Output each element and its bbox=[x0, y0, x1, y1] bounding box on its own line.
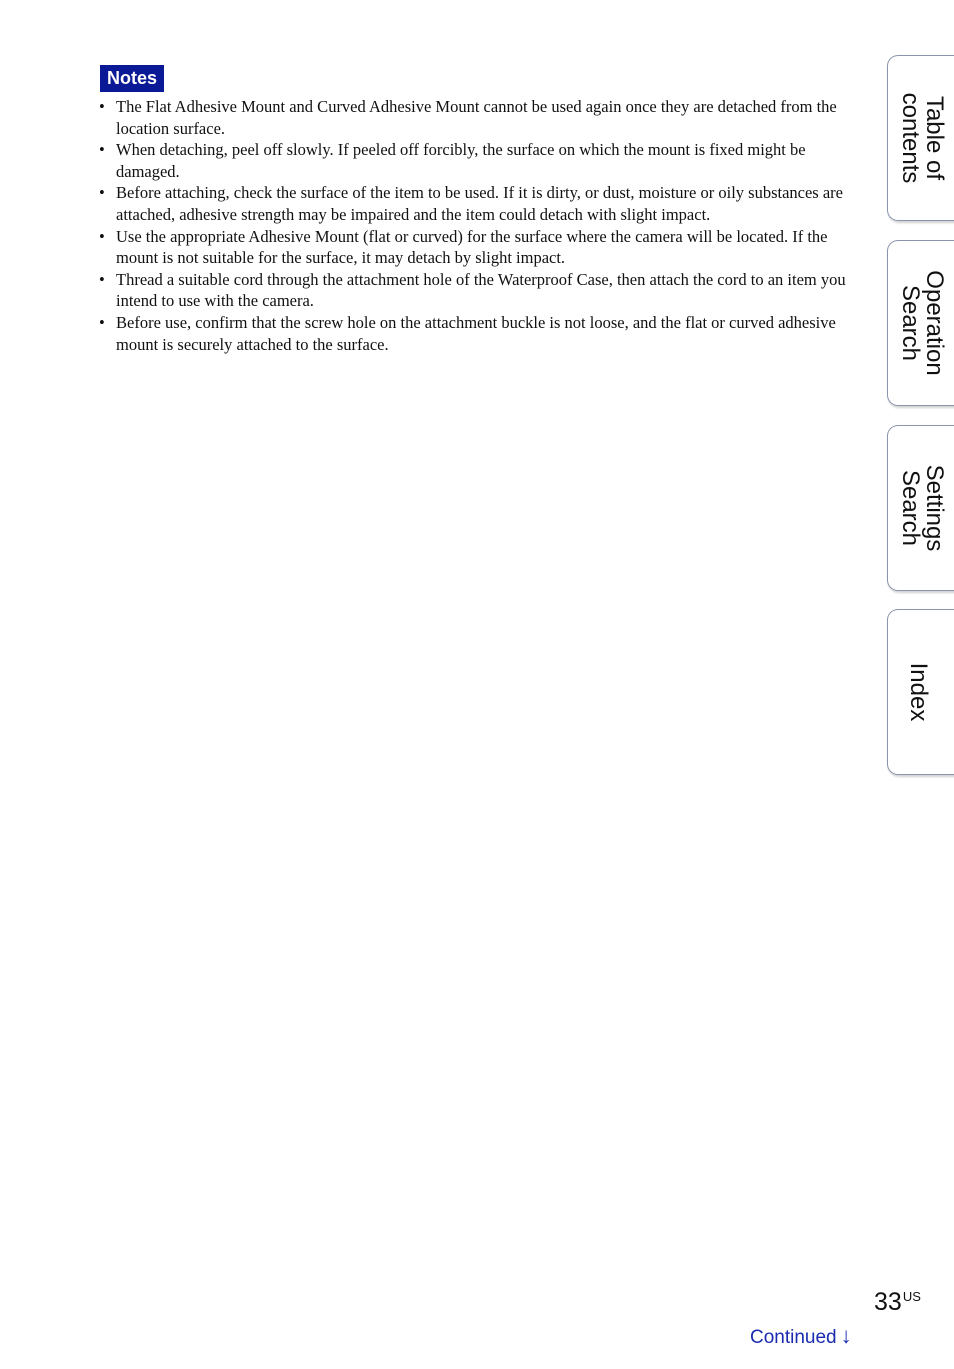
tab-label-line1: Table of bbox=[921, 95, 948, 181]
notes-label: Notes bbox=[100, 65, 164, 92]
notes-list bbox=[98, 96, 858, 355]
note-text: Use the appropriate Adhesive Mount (flat or curved) for the surface where the camera will be located. If the mount is not suitable for the surface, it may detach by slight impact. bbox=[116, 226, 828, 268]
bullet-icon: • bbox=[99, 226, 105, 246]
note-text: Thread a suitable cord through the attachment hole of the Waterproof Case, then attach the cord to an item you intend to use with the camera. bbox=[116, 269, 846, 311]
note-text: The Flat Adhesive Mount and Curved Adhesive Mount cannot be used again once they are detached from the location surface. bbox=[116, 97, 837, 138]
tab-label bbox=[906, 663, 930, 722]
page-suffix: US bbox=[902, 1289, 921, 1304]
page-number bbox=[874, 1288, 921, 1317]
bullet-icon: • bbox=[99, 97, 105, 116]
tab-table-of-contents[interactable] bbox=[887, 55, 954, 221]
tab-label-line1: Index bbox=[905, 662, 932, 722]
note-item bbox=[98, 182, 858, 225]
tab-label-line1: Settings bbox=[921, 464, 948, 552]
note-item bbox=[98, 269, 858, 312]
bullet-icon: • bbox=[99, 312, 105, 332]
bullet-icon: • bbox=[99, 183, 105, 203]
tab-label bbox=[898, 465, 946, 552]
tab-label-line2: Search bbox=[897, 469, 924, 547]
page-number-value: 33 bbox=[874, 1288, 902, 1316]
tab-label bbox=[898, 270, 946, 375]
note-item bbox=[98, 312, 858, 355]
tab-settings-search[interactable] bbox=[887, 425, 954, 591]
bullet-icon: • bbox=[99, 269, 105, 289]
note-text: When detaching, peel off slowly. If peeled off forcibly, the surface on which the mount is fixed might be damaged. bbox=[116, 140, 806, 181]
tab-label-line2: contents bbox=[897, 92, 924, 184]
note-item bbox=[98, 96, 858, 139]
note-item bbox=[98, 226, 858, 269]
continued-label: Continued bbox=[750, 1327, 837, 1348]
tab-label-line1: Operation bbox=[921, 270, 948, 376]
down-arrow-icon: ↓ bbox=[840, 1323, 852, 1348]
continued-link[interactable] bbox=[750, 1323, 852, 1349]
tab-index[interactable] bbox=[887, 609, 954, 775]
tab-label-line2: Search bbox=[897, 284, 924, 362]
note-text: Before use, confirm that the screw hole on the attachment buckle is not loose, and the flat or curved adhesive mount is securely attached to the surface. bbox=[116, 312, 836, 354]
bullet-icon: • bbox=[99, 140, 105, 160]
tab-operation-search[interactable] bbox=[887, 240, 954, 406]
note-item bbox=[98, 139, 858, 182]
note-text: Before attaching, check the surface of the item to be used. If it is dirty, or dust, moisture or oily substances are attached, adhesive strength may be impaired and the item could detach with slight impact. bbox=[116, 183, 843, 224]
tab-label bbox=[898, 93, 946, 184]
